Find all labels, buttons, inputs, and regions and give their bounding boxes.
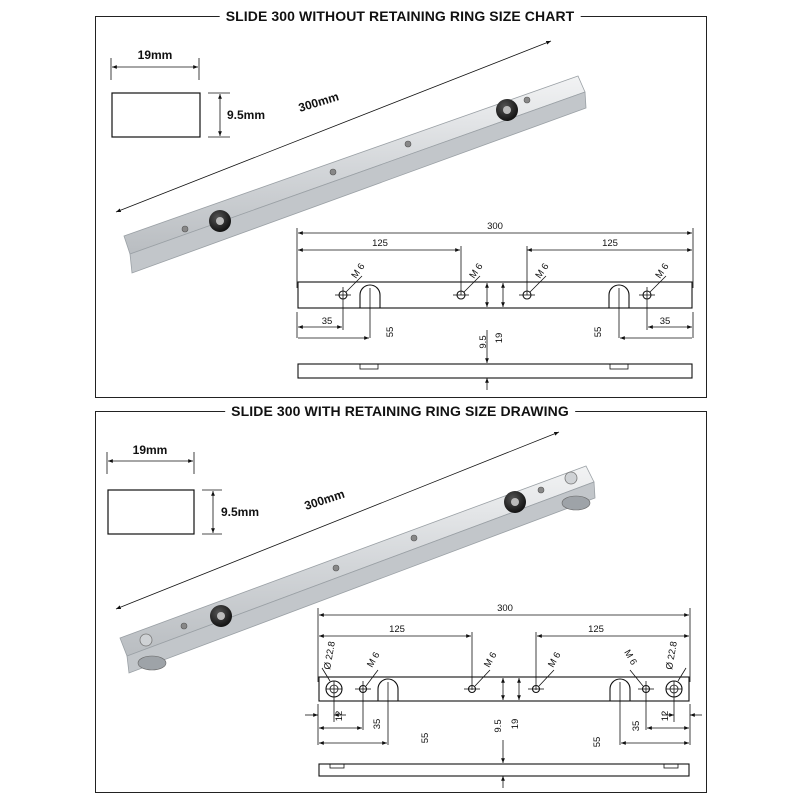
section-height-label: 9.5mm	[221, 505, 260, 519]
dim-left-half: 125	[389, 624, 405, 635]
thread-label: M 6	[653, 261, 672, 281]
dim-left-offset-3: 55	[420, 732, 431, 744]
dim-height-1: 9.5	[493, 719, 504, 733]
section-height-label: 9.5mm	[227, 108, 266, 122]
slide-bar-render-2	[116, 432, 595, 673]
dim-right-offset-1: 55	[593, 326, 604, 338]
dim-left-half: 125	[372, 238, 388, 249]
tech-drawing-2-labels	[322, 603, 680, 747]
dim-right-offset-1: 55	[592, 736, 603, 748]
section-view-1	[111, 48, 265, 137]
dim-right-offset-2: 35	[659, 316, 671, 327]
tech-drawing-1	[297, 228, 693, 390]
panel-title-without-ring: SLIDE 300 WITHOUT RETAINING RING SIZE CHART	[220, 8, 581, 24]
dim-overall: 300	[497, 603, 513, 614]
ring-diameter-label: Ø 22.8	[664, 640, 680, 671]
section-rect	[112, 93, 200, 137]
thread-label: M 6	[365, 650, 383, 670]
slide-bar-render-1	[116, 41, 586, 273]
thread-label: M 6	[621, 648, 639, 668]
dim-height-2: 19	[510, 718, 521, 730]
thread-label: M 6	[533, 261, 552, 281]
thread-label: M 6	[546, 650, 564, 670]
dim-height-1: 9.5	[478, 335, 489, 349]
bar-length-label: 300mm	[302, 486, 347, 513]
thread-label: M 6	[467, 261, 486, 281]
thread-label: M 6	[349, 261, 368, 281]
panel-title-with-ring: SLIDE 300 WITH RETAINING RING SIZE DRAWING	[225, 403, 575, 419]
ring-diameter-label: Ø 22.8	[322, 640, 338, 671]
dim-height-2: 19	[494, 332, 505, 344]
section-view-2	[107, 443, 259, 534]
bar-length-label: 300mm	[296, 89, 341, 115]
thread-label: M 6	[482, 650, 500, 670]
dim-left-offset-2: 35	[372, 718, 383, 730]
dim-right-half: 125	[588, 624, 604, 635]
dim-left-offset-1: 35	[321, 316, 333, 327]
dim-overall: 300	[487, 221, 503, 232]
section-rect	[108, 490, 194, 534]
section-width-label: 19mm	[137, 48, 173, 62]
dim-right-offset-3: 12	[660, 710, 671, 722]
section-width-label: 19mm	[132, 443, 168, 457]
dim-left-offset-2: 55	[385, 326, 396, 338]
tech-drawing-2	[305, 608, 702, 788]
dim-right-half: 125	[602, 238, 618, 249]
dim-left-offset-1: 12	[334, 710, 345, 722]
dim-right-offset-2: 35	[631, 720, 642, 732]
